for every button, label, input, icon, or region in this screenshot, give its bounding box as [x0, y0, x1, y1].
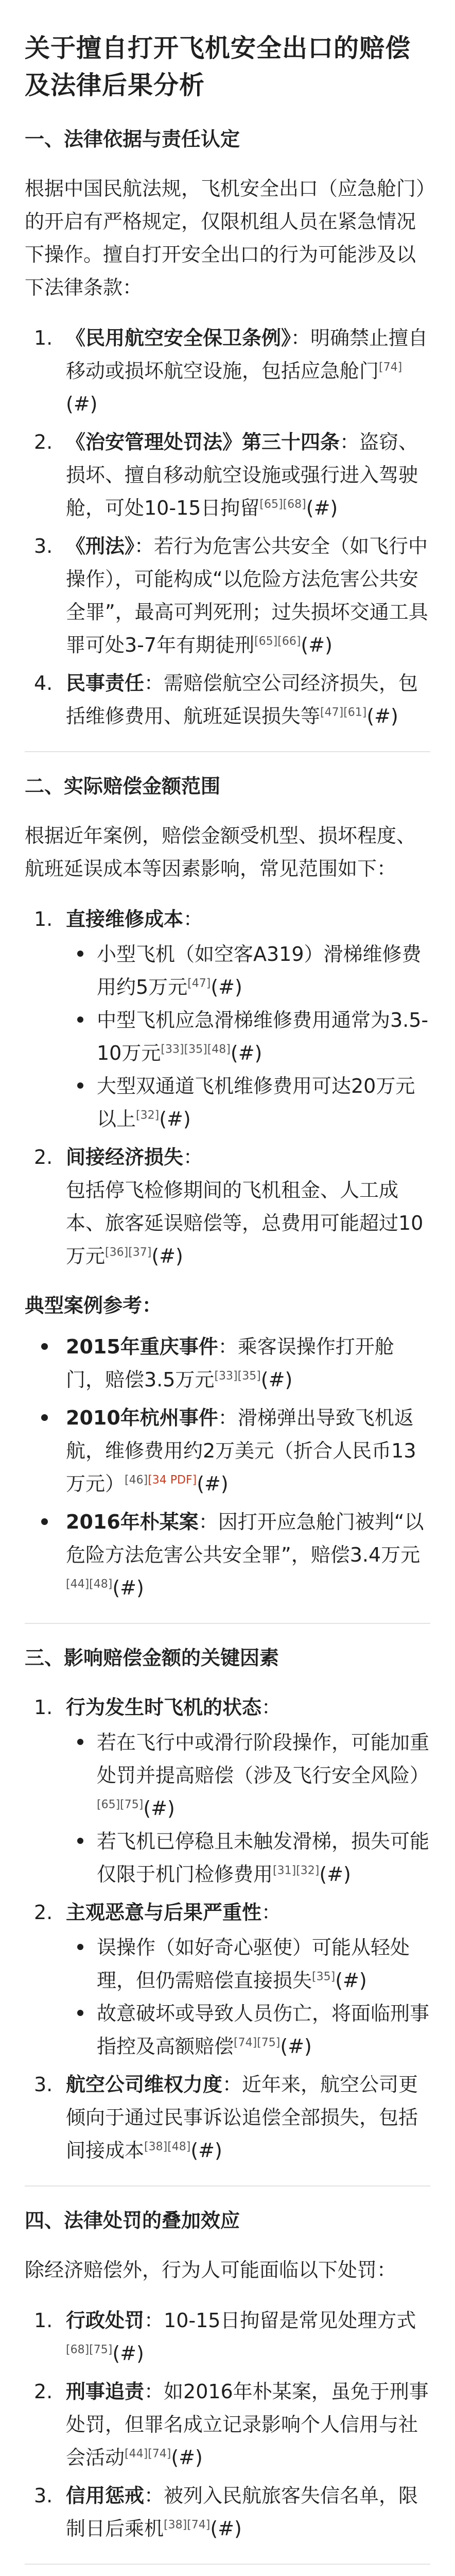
- item-title: 航空公司维权力度: [66, 2073, 223, 2096]
- sub-item: [66, 1726, 430, 1825]
- citation-link[interactable]: [35]: [237, 1369, 261, 1383]
- citation-link[interactable]: [74]: [379, 361, 402, 374]
- item-number: 1.: [34, 327, 53, 349]
- item-title: 直接维修成本: [66, 908, 184, 930]
- citation-link[interactable]: [44]: [125, 2447, 148, 2461]
- bullet-dot: [41, 1343, 48, 1350]
- citation-link[interactable]: [75]: [120, 1798, 144, 1811]
- case-item: [25, 1505, 430, 1604]
- citation-link[interactable]: [75]: [89, 2343, 113, 2357]
- list-item: [25, 530, 430, 662]
- citation-anchor[interactable]: (#): [112, 2342, 144, 2365]
- list-item: [25, 2304, 430, 2370]
- cases-heading: 典型案例参考：: [25, 1294, 162, 1317]
- bullet-dot: [77, 1016, 83, 1023]
- item-number: 2.: [34, 431, 53, 453]
- item-title: 刑事追责: [66, 2380, 145, 2403]
- item-title: 主观恶意与后果严重性: [66, 1901, 262, 1924]
- item-title: 行政处罚: [66, 2309, 145, 2332]
- section-heading: 四、法律处罚的叠加效应: [25, 2209, 240, 2232]
- citation-link[interactable]: [33]: [161, 1043, 184, 1056]
- citation-anchor[interactable]: (#): [210, 2517, 242, 2540]
- citation-link[interactable]: [47]: [320, 706, 344, 719]
- item-title: 行为发生时飞机的状态: [66, 1696, 262, 1719]
- numbered-list: [25, 2304, 430, 2545]
- item-text: ：10-15日拘留是常见处理方式: [144, 2309, 416, 2332]
- citation-anchor[interactable]: (#): [151, 1245, 183, 1267]
- item-title: 《刑法》: [66, 535, 135, 557]
- citation-link[interactable]: [38]: [164, 2518, 187, 2532]
- sub-item-text: 大型双通道飞机维修费用可达20万元以上: [97, 1075, 415, 1130]
- sub-list: [66, 1931, 430, 2063]
- citation-link[interactable]: [66]: [277, 635, 301, 648]
- sub-item: [66, 1825, 430, 1891]
- section-divider: [25, 2564, 430, 2565]
- sub-list: [66, 938, 430, 1136]
- sub-item-text: 若飞机已停稳且未触发滑梯，损失可能仅限于机门检修费用: [97, 1830, 430, 1886]
- sub-item-text: 故意破坏或导致人员伤亡，将面临刑事指控及高额赔偿: [97, 2002, 430, 2058]
- citation-link[interactable]: [36]: [105, 1246, 129, 1259]
- numbered-list: [25, 1691, 430, 2167]
- citation-anchor[interactable]: (#): [306, 497, 338, 519]
- citation-link[interactable]: [65]: [259, 498, 283, 511]
- citation-anchor[interactable]: (#): [159, 1108, 191, 1130]
- item-number: 4.: [34, 672, 53, 694]
- item-number: 1.: [34, 908, 53, 930]
- citation-anchor[interactable]: (#): [260, 1368, 293, 1391]
- bullet-dot: [77, 1838, 83, 1844]
- sub-item-text: 若在飞行中或滑行阶段操作，可能加重处罚并提高赔偿（涉及飞行安全风险）: [97, 1731, 430, 1787]
- item-text: ：被列入民航旅客失信名单，限制日后乘机: [66, 2484, 418, 2540]
- citation-link[interactable]: [47]: [187, 977, 211, 990]
- sub-list: [66, 1726, 430, 1891]
- citation-link[interactable]: [32]: [296, 1864, 320, 1877]
- citation-link[interactable]: [74]: [234, 2036, 257, 2049]
- item-text: ：: [261, 1696, 282, 1719]
- item-text: ：需赔偿航空公司经济损失，包括维修费用、航班延误损失等: [66, 672, 418, 727]
- citation-anchor[interactable]: (#): [301, 634, 332, 656]
- list-item: [25, 1141, 430, 1273]
- item-text: ：近年来，航空公司更倾向于通过民事诉讼追偿全部损失，包括间接成本: [66, 2073, 418, 2162]
- item-number: 1.: [34, 2309, 53, 2332]
- item-text: ：如2016年朴某案，虽免于刑事处罚，但罪名成立记录影响个人信用与社会活动: [66, 2380, 429, 2469]
- citation-anchor[interactable]: (#): [280, 2035, 312, 2058]
- item-number: 2.: [34, 1146, 53, 1168]
- bullet-dot: [77, 1944, 83, 1950]
- item-title: 2016年朴某案: [66, 1511, 199, 1533]
- sub-item: [66, 938, 430, 1004]
- item-text: ：滑梯弹出导致飞机返航，维修费用约2万美元（折合人民币13万元）: [66, 1406, 416, 1495]
- citation-link[interactable]: [48]: [167, 2140, 191, 2154]
- citation-link[interactable]: [33]: [214, 1369, 238, 1383]
- section-heading: 二、实际赔偿金额范围: [25, 775, 221, 798]
- citation-link[interactable]: [34 PDF]: [148, 1473, 197, 1487]
- section-heading: 三、影响赔偿金额的关键因素: [25, 1647, 279, 1669]
- citation-link[interactable]: [37]: [128, 1246, 152, 1259]
- bullet-dot: [77, 951, 83, 957]
- citation-link[interactable]: [38]: [144, 2140, 168, 2154]
- citation-anchor[interactable]: (#): [66, 393, 98, 415]
- citation-anchor[interactable]: (#): [171, 2446, 203, 2469]
- citation-link[interactable]: [31]: [273, 1864, 296, 1877]
- citation-link[interactable]: [48]: [207, 1043, 231, 1056]
- item-text: ：: [183, 1146, 203, 1168]
- bullet-dot: [77, 2010, 83, 2016]
- sub-item: [66, 1004, 430, 1070]
- list-item: [25, 667, 430, 733]
- item-title: 《治安管理处罚法》第三十四条: [66, 431, 340, 453]
- citation-link[interactable]: [35]: [184, 1043, 207, 1056]
- item-title: 信用惩戒: [66, 2484, 145, 2507]
- item-number: 2.: [34, 1901, 53, 1924]
- item-number: 3.: [34, 2073, 53, 2096]
- item-number: 1.: [34, 1696, 53, 1719]
- section-intro: 根据近年案例，赔偿金额受机型、损坏程度、航班延误成本等因素影响，常见范围如下：: [25, 824, 416, 880]
- bullet-dot: [41, 1518, 48, 1525]
- citation-link[interactable]: [74]: [148, 2447, 171, 2461]
- list-item: [25, 2375, 430, 2474]
- citation-link[interactable]: [61]: [343, 706, 367, 719]
- citation-link[interactable]: [48]: [89, 1578, 113, 1591]
- list-item: [25, 426, 430, 524]
- list-item: [25, 2068, 430, 2167]
- item-text: ：明确禁止擅自移动或损坏航空设施，包括应急舱门: [66, 327, 428, 382]
- list-item: [25, 1896, 430, 2063]
- citation-link[interactable]: [68]: [66, 2343, 90, 2357]
- item-number: 3.: [34, 535, 53, 557]
- list-item: [25, 1691, 430, 1891]
- case-item: [25, 1330, 430, 1396]
- citation-link[interactable]: [35]: [312, 1970, 336, 1984]
- citation-link[interactable]: [68]: [283, 498, 306, 511]
- item-title: 间接经济损失: [66, 1146, 184, 1168]
- item-number: 2.: [34, 2380, 53, 2403]
- item-title: 2010年杭州事件: [66, 1406, 218, 1429]
- item-number: 3.: [34, 2484, 53, 2507]
- citation-anchor[interactable]: (#): [230, 1042, 262, 1064]
- numbered-list: [25, 321, 430, 733]
- item-title: 《民用航空安全保卫条例》: [66, 327, 291, 349]
- sub-item: [66, 1931, 430, 1997]
- item-detail: 包括停飞检修期间的飞机租金、人工成本、旅客延误赔偿等，总费用可能超过10万元: [66, 1179, 424, 1267]
- citation-anchor[interactable]: (#): [197, 1472, 229, 1495]
- citation-anchor[interactable]: (#): [211, 976, 242, 998]
- bullet-dot: [77, 1082, 83, 1089]
- sub-item-text: 小型飞机（如空客A319）滑梯维修费用约5万元: [97, 943, 422, 998]
- section-intro: 根据中国民航法规，飞机安全出口（应急舱门）的开启有严格规定，仅限机组人员在紧急情况下操作。擅自打开安全出口的行为可能涉及以下法律条款：: [25, 177, 426, 299]
- section-heading: 一、法律依据与责任认定: [25, 128, 240, 150]
- list-item: [25, 903, 430, 1136]
- citation-link[interactable]: [65]: [254, 635, 278, 648]
- page-title: 关于擅自打开飞机安全出口的赔偿及法律后果分析: [25, 33, 411, 100]
- item-title: 2015年重庆事件: [66, 1335, 218, 1358]
- bullet-dot: [77, 1739, 83, 1745]
- list-item: [25, 321, 430, 420]
- citation-link[interactable]: [32]: [136, 1109, 160, 1122]
- bullet-dot: [41, 1414, 48, 1421]
- sub-item: [66, 1997, 430, 2063]
- sub-item-text: 中型飞机应急滑梯维修费用通常为3.5-10万元: [97, 1009, 429, 1064]
- item-text: ：乘客误操作打开舱门，赔偿3.5万元: [66, 1335, 394, 1391]
- bullet-list: [25, 1330, 430, 1604]
- citation-anchor[interactable]: (#): [335, 1969, 367, 1992]
- item-text: ：: [261, 1901, 282, 1924]
- citation-link[interactable]: [46]: [125, 1473, 148, 1487]
- citation-link[interactable]: [65]: [97, 1798, 120, 1811]
- citation-link[interactable]: [44]: [66, 1578, 90, 1591]
- citation-anchor[interactable]: (#): [319, 1863, 351, 1886]
- item-text: ：若行为危害公共安全（如飞行中操作），可能构成“以危险方法危害公共安全罪”，最高可判死刑；过失损坏交通工具罪可处3-7年有期徒刑: [66, 535, 428, 656]
- section-divider: [25, 751, 430, 752]
- sub-item: [66, 1070, 430, 1136]
- case-item: [25, 1401, 430, 1500]
- citation-anchor[interactable]: (#): [366, 705, 398, 727]
- list-item: [25, 2479, 430, 2545]
- citation-anchor[interactable]: (#): [112, 1577, 144, 1599]
- citation-anchor[interactable]: (#): [143, 1797, 175, 1820]
- sub-item-text: 误操作（如好奇心驱使）可能从轻处理，但仍需赔偿直接损失: [97, 1936, 410, 1992]
- citation-link[interactable]: [74]: [187, 2518, 211, 2532]
- citation-link[interactable]: [75]: [257, 2036, 281, 2049]
- section-intro: 除经济赔偿外，行为人可能面临以下处罚：: [25, 2259, 397, 2281]
- item-title: 民事责任: [66, 672, 145, 694]
- numbered-list: [25, 903, 430, 1273]
- item-text: ：盗窃、损坏、擅自移动航空设施或强行进入驾驶舱，可处10-15日拘留: [66, 431, 418, 519]
- section-divider: [25, 1623, 430, 1624]
- item-text: ：因打开应急舱门被判“以危险方法危害公共安全罪”，赔偿3.4万元: [66, 1511, 424, 1566]
- citation-anchor[interactable]: (#): [190, 2139, 222, 2162]
- item-text: ：: [183, 908, 203, 930]
- section-divider: [25, 2185, 430, 2187]
